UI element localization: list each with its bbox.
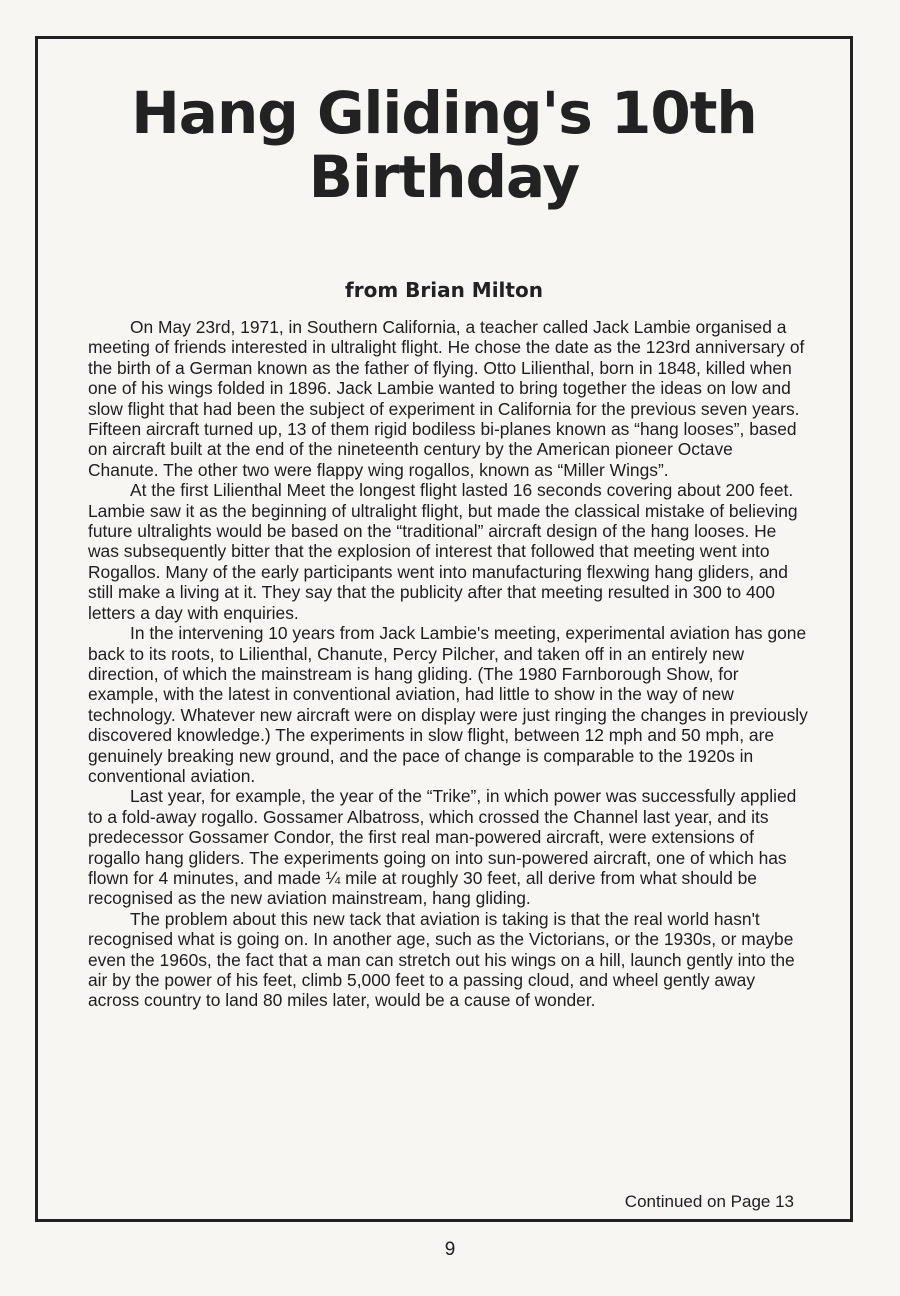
article-body xyxy=(88,317,808,1011)
article-title: Hang Gliding's 10th Birthday xyxy=(131,79,757,211)
continued-note: Continued on Page 13 xyxy=(624,1192,794,1211)
paragraph: The problem about this new tack that aviation is taking is that the real world hasn't recognised what is going on. In another age, such as the Victorians, or the 1930s, or maybe even the 1960s, the fact that a man can stretch out his wings on a hill, launch gently into the air by the power of his feet, climb 5,000 feet to a passing cloud, and wheel gently away across country to land 80 miles later, would be a cause of wonder. xyxy=(88,908,795,1011)
paragraph: Last year, for example, the year of the “Trike”, in which power was successfully applied to a fold-away rogallo. Gossamer Albatross, which crossed the Channel last year, and its predecessor Gossamer Condor, the first real man-powered aircraft, were extensions of rogallo hang gliders. The experiments going on into sun-powered aircraft, one of which has flown for 4 minutes, and made ¼ mile at roughly 30 feet, all derive from what should be recognised as the new aviation mainstream, hang gliding. xyxy=(88,786,797,909)
paragraph: On May 23rd, 1971, in Southern California, a teacher called Jack Lambie organised a meeting of friends interested in ultralight flight. He chose the date as the 123rd anniversary of the birth of a German known as the father of flying. Otto Lilienthal, born in 1848, killed when one of his wings folded in 1896. Jack Lambie wanted to bring together the ideas on low and slow flight that had been the subject of experiment in California for the previous seven years. Fifteen aircraft turned up, 13 of them rigid bodiless bi-planes known as “hang looses”, based on aircraft built at the end of the nineteenth century by the American pioneer Octave Chanute. The other two were flappy wing rogallos, known as “Miller Wings”. xyxy=(88,317,805,480)
paragraph: At the first Lilienthal Meet the longest flight lasted 16 seconds covering about 200 feet. Lambie saw it as the beginning of ultralight flight, but made the classical mistake of believing future ultralights would be based on the “traditional” aircraft design of the hang looses. He was subsequently bitter that the explosion of interest that followed that meeting went into Rogallos. Many of the early participants went into manufacturing flexwing hang gliders, and still make a living at it. They say that the publicity after that meeting resulted in 300 to 400 letters a day with enquiries. xyxy=(88,480,798,623)
paragraph: In the intervening 10 years from Jack Lambie's meeting, experimental aviation has gone back to its roots, to Lilienthal, Chanute, Percy Pilcher, and taken off in an entirely new direction, of which the mainstream is hang gliding. (The 1980 Farnborough Show, for example, with the latest in conventional aviation, had little to show in the way of new technology. Whatever new aircraft were on display were just ringing the changes in previously discovered knowledge.) The experiments in slow flight, between 12 mph and 50 mph, are genuinely breaking new ground, and the pace of change is comparable to the 1920s in conventional aviation. xyxy=(88,623,808,786)
article-frame xyxy=(35,36,853,1222)
page-number: 9 xyxy=(444,1239,456,1260)
byline: from Brian Milton xyxy=(345,278,543,302)
